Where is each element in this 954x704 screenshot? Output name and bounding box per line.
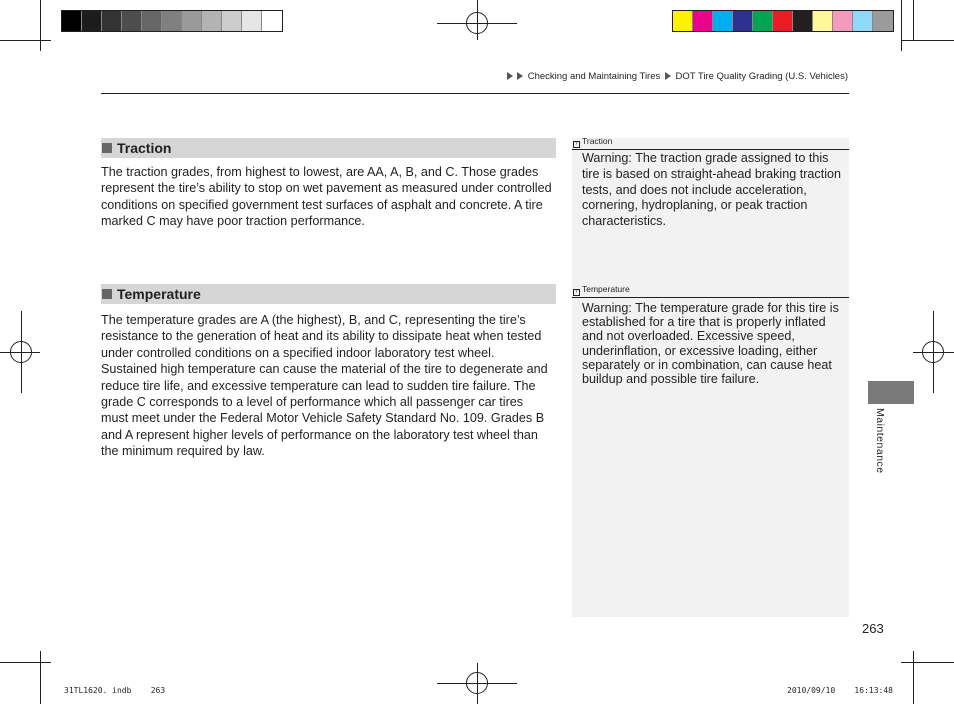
process-color-bar [672,10,894,32]
grayscale-color-bar [61,10,283,32]
color-swatch [162,11,182,31]
color-swatch [142,11,162,31]
footer-file-info: 31TL1620. indb 263 [64,686,166,695]
color-swatch [62,11,82,31]
color-swatch [102,11,122,31]
traction-body-text: The traction grades, from highest to lowest, are AA, A, B, and C. Those grades represent the tire’s ability to stop on wet pavement as measured under controlled conditions on specified government test surfaces of asphalt and concrete. A tire marked C may have poor traction performance. [101,165,552,229]
page-number: 263 [862,621,884,636]
breadcrumb-item[interactable]: DOT Tire Quality Grading (U.S. Vehicles) [675,71,848,82]
color-swatch [222,11,242,31]
header-rule [101,93,849,94]
note-label-traction [573,136,612,148]
breadcrumb [505,71,848,82]
note-link-icon: › [573,141,580,148]
section-title: Temperature [117,286,201,302]
section-square-icon [102,289,112,299]
note-label-text: Traction [582,136,613,146]
section-title: Traction [117,140,172,156]
color-swatch [833,11,853,31]
note-text-temperature: Warning: The temperature grade for this tire is established for a tire that is properly inflated and not overloaded. Excessive speed, underinflation, or excessive loading, either separately or in combination, can cause heat buildup and possible tire failure. [582,301,839,387]
note-label-temperature [573,284,630,296]
breadcrumb-item[interactable]: Checking and Maintaining Tires [527,71,661,82]
color-swatch [793,11,813,31]
section-header-traction [101,138,556,158]
footer-timestamp: 2010/09/10 16:13:48 [787,686,893,695]
side-tab-label: Maintenance [874,408,886,474]
breadcrumb-arrow-icon [507,72,513,80]
breadcrumb-arrow-icon [517,72,523,80]
color-swatch [733,11,753,31]
note-text-traction: Warning: The traction grade assigned to this tire is based on straight-ahead braking traction tests, and does not include acceleration, cornering, hydroplaning, or peak traction characteristics. [582,151,842,229]
section-header-temperature [101,284,556,304]
color-swatch [853,11,873,31]
color-swatch [242,11,262,31]
color-swatch [773,11,793,31]
color-swatch [813,11,833,31]
color-swatch [82,11,102,31]
note-link-icon: › [573,289,580,296]
color-swatch [673,11,693,31]
color-swatch [693,11,713,31]
note-label-text: Temperature [582,284,630,294]
side-tab[interactable] [868,381,914,404]
color-swatch [262,11,282,31]
color-swatch [713,11,733,31]
color-swatch [122,11,142,31]
color-swatch [753,11,773,31]
breadcrumb-arrow-icon [665,72,671,80]
color-swatch [202,11,222,31]
color-swatch [873,11,893,31]
color-swatch [182,11,202,31]
section-square-icon [102,143,112,153]
note-rule [572,149,849,150]
temperature-body-text: The temperature grades are A (the highest), B, and C, representing the tire’s resistance to the generation of heat and its ability to dissipate heat when tested under controlled conditions on a specified indoor laboratory test wheel. Sustained high temperature can cause the material of the tire to degenerate and reduce tire life, and excessive temperature can lead to sudden tire failure. The grade C corresponds to a level of performance which all passenger car tires must meet under the Federal Motor Vehicle Safety Standard No. 109. Grades B and A represent higher levels of performance on the laboratory test wheel than the minimum required by law. [101,313,548,459]
note-rule [572,297,849,298]
